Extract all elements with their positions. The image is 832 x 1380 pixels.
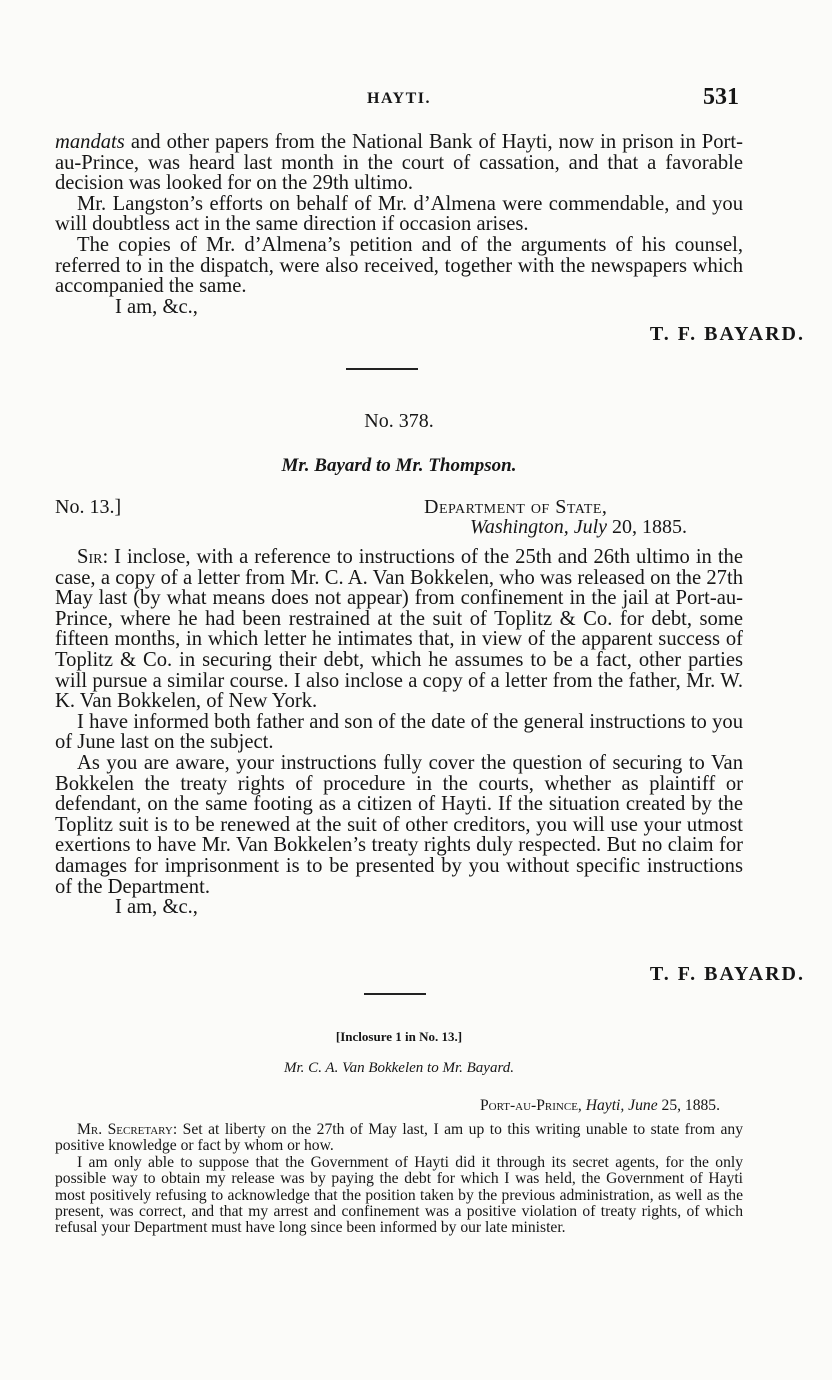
closing: I am, &c.,	[115, 896, 198, 919]
document-number: No. 378.	[364, 410, 434, 432]
dateline-department: Department of State,	[424, 496, 608, 518]
italic-term: mandats	[55, 131, 125, 153]
closing: I am, &c.,	[115, 295, 198, 318]
paragraph-text: I inclose, with a reference to instructions of the 25th and 26th ultimo in the case, a copy of a letter from Mr. C. A. Van Bokkelen, who was released on the 27th May last (by what means does not appear) from confinement in the jail at Port-au-Prince, where he had been restrained at the suit of Toplitz & Co. for debt, some fifteen months, in which letter he intimates that, in view of the apparent success of Toplitz & Co. in securing their debt, which he assumes to be a fact, other parties will pursue a similar course. I also inclose a copy of a letter from the father, Mr. W. K. Van Bokkelen, of New York.	[55, 546, 743, 713]
paragraph: The copies of Mr. d’Almena’s petition and of the arguments of his counsel, referred to in the dispatch, were also received, together with the newspapers which accompanied the same.	[55, 233, 743, 298]
document-title: Mr. Bayard to Mr. Thompson.	[281, 455, 517, 476]
paragraph: I have informed both father and son of the date of the general instructions to you of June last on the subject.	[55, 710, 743, 754]
inclosure-body	[55, 1122, 743, 1237]
dateline-place-italic: Washington, July	[470, 516, 608, 538]
paragraph	[55, 132, 743, 194]
page-header	[55, 86, 743, 116]
salutation: Sir:	[77, 546, 109, 568]
page-number: 531	[703, 84, 739, 110]
paragraph	[55, 547, 743, 712]
section-continuation	[55, 132, 743, 317]
inclosure-date: 25, 1885.	[657, 1097, 720, 1114]
paragraph-text: Set at liberty on the 27th of May last, I am up to this writing unable to state from any positive knowledge or fact by whom or how.	[55, 1121, 743, 1155]
salutation: Mr. Secretary:	[77, 1121, 178, 1138]
dateline-date: 20, 1885.	[607, 516, 688, 538]
inclosure-label: [Inclosure 1 in No. 13.]	[335, 1029, 463, 1044]
section-divider	[346, 368, 418, 370]
inclosure-place-italic: Hayti, June	[585, 1097, 658, 1114]
paragraph-text: and other papers from the National Bank of Hayti, now in prison in Port-au-Prince, was heard last month in the court of cassation, and that a favorable decision was looked for on the 29th ultimo.	[55, 131, 743, 195]
inclosure-place: Port-au-Prince,	[479, 1097, 582, 1114]
reference-number: No. 13.]	[55, 496, 122, 518]
paragraph: As you are aware, your instructions fully cover the question of securing to Van Bokkelen the treaty rights of procedure in the courts, whether as plaintiff or defendant, on the same footing as a citizen of Hayti. If the situation created by the Toplitz suit is to be renewed at the suit of other creditors, you will use your utmost exertions to have Mr. Van Bokkelen’s treaty rights duly respected. But no claim for damages for imprisonment is to be presented by you without specific instructions of the Department.	[55, 751, 743, 898]
inclosure-title: Mr. C. A. Van Bokkelen to Mr. Bayard.	[284, 1060, 514, 1076]
paragraph: I am only able to suppose that the Government of Hayti did it through its secret agents, for the only possible way to obtain my release was by paying the debt for which I was held, the Government of Hayti most positively refusing to acknowledge that the position taken by the previous administration, as well as the present, was correct, and that my arrest and confinement was a positive violation of treaty rights, of which refusal your Department must have long since been informed by our late minister.	[55, 1153, 743, 1237]
paragraph: Mr. Langston’s efforts on behalf of Mr. d’Almena were commendable, and you will doubtless act in the same direction if occasion arises.	[55, 192, 743, 236]
signature: T. F. BAYARD.	[649, 323, 805, 345]
paragraph	[55, 1122, 743, 1155]
section-divider	[364, 993, 426, 995]
signature: T. F. BAYARD.	[649, 963, 805, 985]
letter-body	[55, 547, 743, 918]
inclosure-dateline	[480, 1097, 720, 1115]
dateline-place	[470, 516, 687, 539]
running-head: HAYTI.	[367, 90, 431, 107]
